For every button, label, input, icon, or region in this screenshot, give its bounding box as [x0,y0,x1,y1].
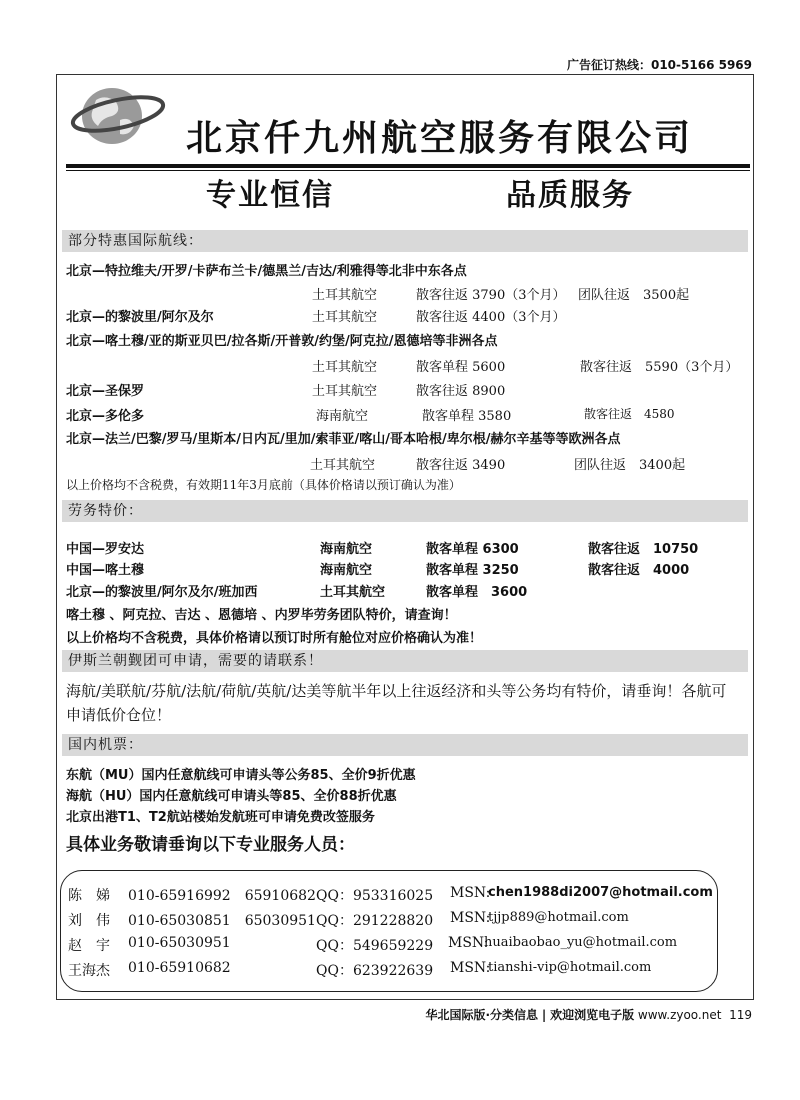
price: 散客往返 3490 [416,458,506,473]
domestic-offer: 东航（MU）国内任意航线可申请头等公务85、全价9折优惠 [66,768,416,783]
price: 散客单程 3600 [426,585,528,600]
price: 团队往返 3400起 [574,458,686,473]
airline: 土耳其航空 [312,360,378,375]
airline: 海南航空 [320,542,373,557]
slogan-right: 品质服务 [506,178,634,213]
footer-separator: | [541,1008,547,1022]
labor-note: 以上价格均不含税费，具体价格请以预订时所有舱位对应价格确认为准！ [66,631,483,646]
domestic-offer: 海航（HU）国内任意航线可申请头等85、全价88折优惠 [66,789,397,804]
contact-qq: QQ：953316025 [316,888,434,904]
route-line: 北京—的黎波里/阿尔及尔 [66,310,214,325]
airline-offer-text-2: 申请低价仓位！ [66,706,172,724]
price: 散客往返 4580 [584,407,675,421]
footer-url[interactable]: www.zyoo.net [637,1008,722,1022]
company-name: 北京仟九州航空服务有限公司 [186,118,694,159]
contact-name: 陈 娣 [68,888,110,904]
page-footer [425,1006,752,1023]
route-line: 中国—罗安达 [66,542,145,557]
route-line: 北京—特拉维夫/开罗/卡萨布兰卡/德黑兰/吉达/利雅得等北非中东各点 [66,264,467,279]
airline: 土耳其航空 [312,384,378,399]
airline: 土耳其航空 [320,585,386,600]
contact-qq: QQ：291228820 [316,913,434,929]
contact-msn[interactable]: tjjp889@hotmail.com [488,910,629,925]
footer-edition: 华北国际版·分类信息 [425,1008,539,1022]
price: 散客单程 3250 [426,563,519,578]
contact-msn-label: MSN: [450,910,491,926]
ad-frame [56,74,754,1000]
page-number: 119 [729,1008,752,1022]
airline: 海南航空 [320,563,373,578]
price-note: 以上价格均不含税费，有效期11年3月底前（具体价格请以预订确认为准） [66,478,461,492]
footer-tagline: 欢迎浏览电子版 [550,1008,635,1022]
route-line: 北京—法兰/巴黎/罗马/里斯本/日内瓦/里加/索菲亚/喀山/哥本哈根/卑尔根/赫尔辛基等等欧洲各点 [66,432,621,447]
consult-heading: 具体业务敬请垂询以下专业服务人员： [66,835,355,855]
section-band-domestic: 国内机票： [62,734,748,756]
contact-msn-label: MSN: [448,935,489,951]
price: 散客往返 8900 [416,384,506,399]
airline: 土耳其航空 [312,288,378,303]
contact-msn[interactable]: huaibaobao_yu@hotmail.com [484,935,678,950]
title-rule-thin [66,170,750,171]
price: 散客往返 5590（3个月） [580,360,739,375]
section-band-labor: 劳务特价： [62,500,748,522]
contact-name: 刘 伟 [68,913,110,929]
price: 散客单程 3580 [422,409,512,424]
route-line: 中国—喀土穆 [66,563,145,578]
route-line: 北京—喀土穆/亚的斯亚贝巴/拉各斯/开普敦/约堡/阿克拉/恩德培等非洲各点 [66,334,498,349]
route-line: 北京—的黎波里/阿尔及尔/班加西 [66,585,258,600]
route-line: 北京—多伦多 [66,409,145,424]
price: 团队往返 3500起 [578,288,690,303]
contact-phone: 010-65916992 65910682 [128,888,316,904]
price: 散客往返 4400（3个月） [416,310,566,325]
contact-msn[interactable]: tianshi-vip@hotmail.com [488,960,652,975]
contact-phone: 010-65030851 65030951 [128,913,316,929]
labor-inquiry: 喀土穆 、阿克拉、吉达 、恩德培 、内罗毕劳务团队特价，请查询！ [66,608,457,623]
price: 散客往返 3790（3个月） [416,288,566,303]
contact-qq: QQ：549659229 [316,938,434,954]
domestic-offer: 北京出港T1、T2航站楼始发航班可申请免费改签服务 [66,810,375,825]
route-line: 北京—圣保罗 [66,384,145,399]
airline: 土耳其航空 [310,458,376,473]
price: 散客往返 4000 [588,563,690,578]
contact-msn[interactable]: chen1988di2007@hotmail.com [488,885,713,900]
airline: 海南航空 [316,409,369,424]
contact-msn-label: MSN: [450,960,491,976]
slogan-left: 专业恒信 [206,178,334,213]
contact-phone: 010-65030951 [128,935,231,951]
contact-name: 王海杰 [68,963,110,979]
price: 散客单程 6300 [426,542,519,557]
price: 散客单程 5600 [416,360,506,375]
contact-phone: 010-65910682 [128,960,231,976]
ad-hotline: 广告征订热线：010-5166 5969 [566,58,752,72]
airline: 土耳其航空 [312,310,378,325]
airline-offer-text: 海航/美联航/芬航/法航/荷航/英航/达美等航半年以上往返经济和头等公务均有特价，请垂询！各航可 [66,682,727,700]
title-rule [66,164,750,168]
section-band-international: 部分特惠国际航线： [62,230,748,252]
contact-name: 赵 宇 [68,938,110,954]
contact-msn-label: MSN: [450,885,491,901]
section-band-hajj: 伊斯兰朝觐团可申请，需要的请联系！ [62,650,748,672]
globe-logo-icon [66,80,166,150]
price: 散客往返 10750 [588,542,699,557]
contact-qq: QQ：623922639 [316,963,434,979]
